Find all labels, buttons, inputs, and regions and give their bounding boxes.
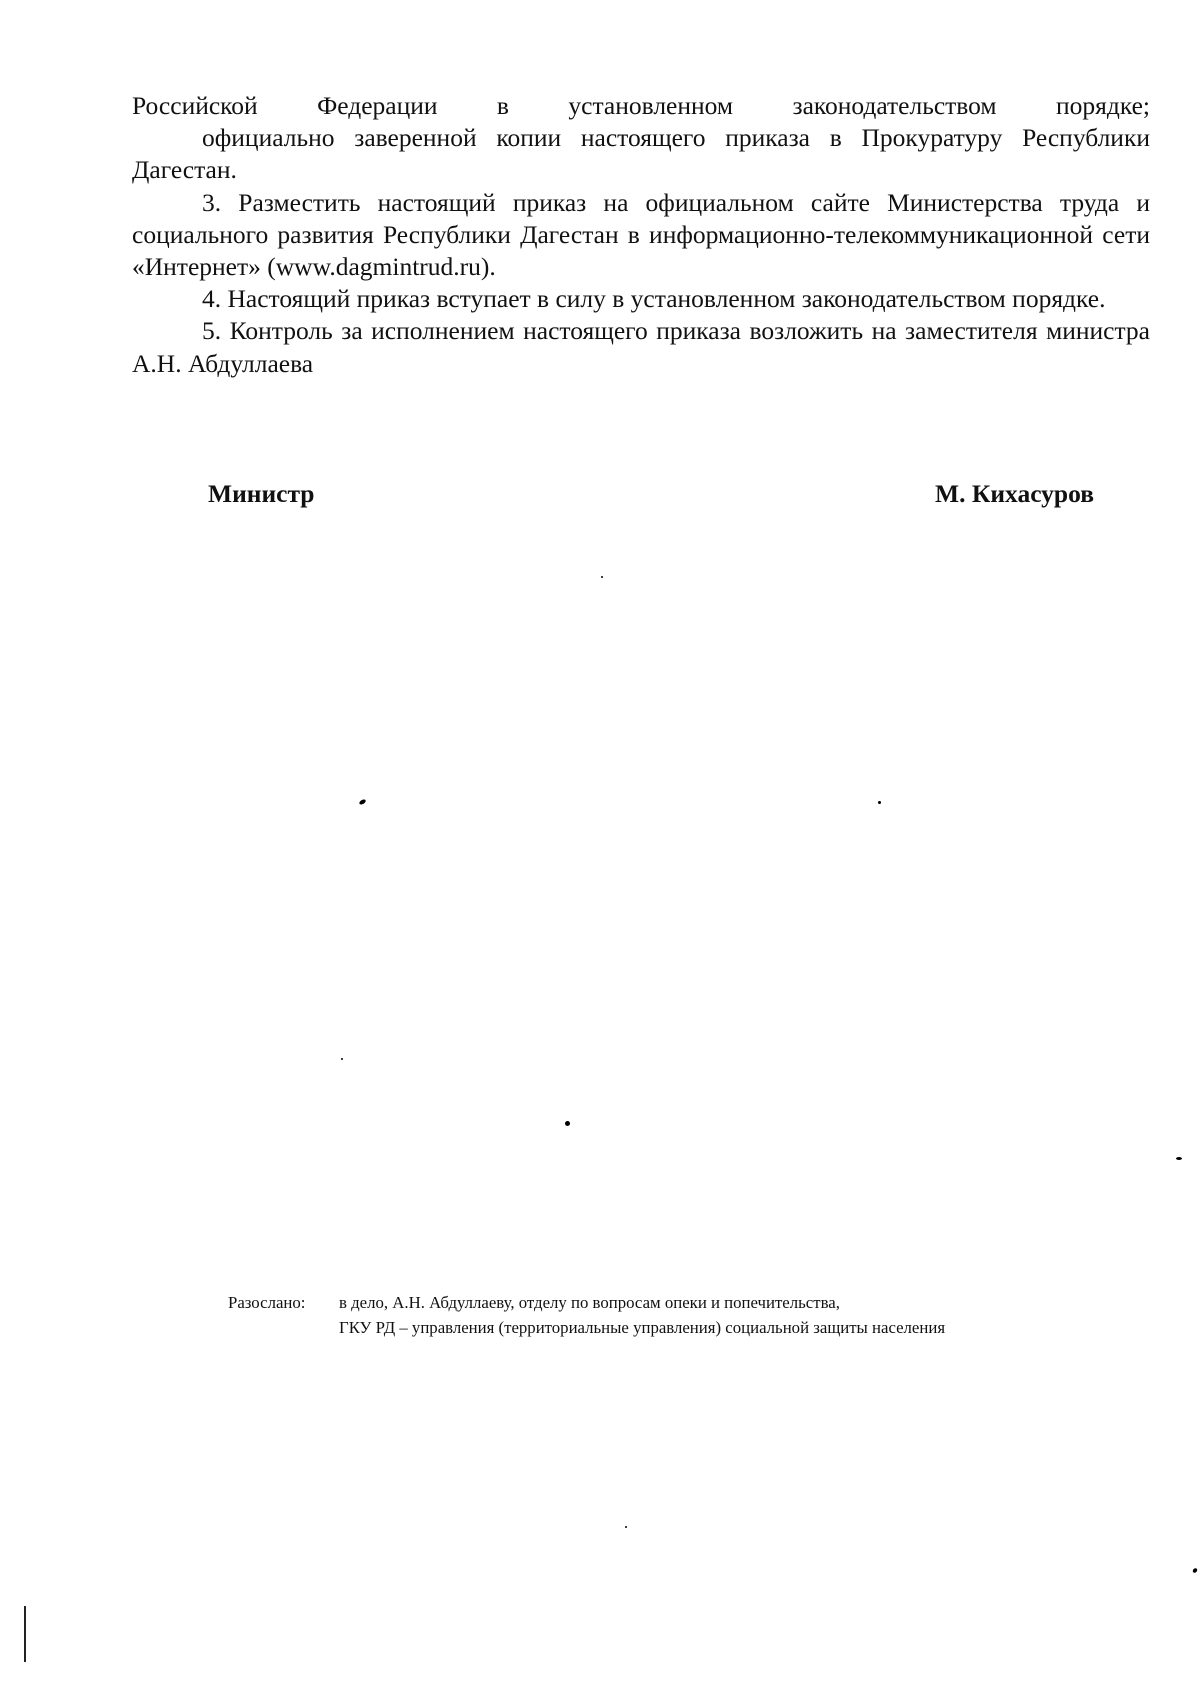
signature-title: Министр — [208, 479, 315, 508]
scan-speck — [358, 799, 366, 806]
scan-speck — [1176, 1157, 1182, 1160]
scan-edge-line — [24, 1606, 26, 1662]
paragraph-item-4: 4. Настоящий приказ вступает в силу в установленном законодательством порядке. — [202, 284, 1106, 314]
distribution-label: Разослано: — [228, 1293, 306, 1312]
document-body — [132, 90, 1150, 380]
scan-speck — [1192, 1567, 1198, 1573]
scan-speck — [565, 1121, 570, 1126]
distribution-line-2: ГКУ РД – управления (территориальные управления) социальной защиты населения — [339, 1318, 946, 1337]
scan-speck — [878, 801, 881, 804]
paragraph-prosecutor-copy: официально заверенной копии настоящего приказа в Прокуратуру Республики Дагестан. — [132, 123, 1150, 185]
distribution-recipients — [339, 1290, 1128, 1340]
scan-speck — [601, 576, 603, 578]
paragraph-continuation: Российской Федерации в установленном законодательством порядке; — [132, 91, 1150, 120]
paragraph-item-5: 5. Контроль за исполнением настоящего приказа возложить на заместителя министра А.Н. Абдуллаева — [132, 316, 1150, 378]
paragraph-item-3: 3. Разместить настоящий приказ на официальном сайте Министерства труда и социального развития Республики Дагестан в информационно-телекоммуникационной сети «Интернет» (www.dagmintrud.ru). — [132, 187, 1150, 282]
scan-speck — [341, 1058, 343, 1060]
distribution-list — [228, 1290, 1128, 1340]
signature-name: М. Кихасуров — [935, 479, 1094, 508]
scan-speck — [625, 1526, 627, 1528]
distribution-line-1: в дело, А.Н. Абдуллаеву, отделу по вопросам опеки и попечительства, — [339, 1293, 840, 1312]
